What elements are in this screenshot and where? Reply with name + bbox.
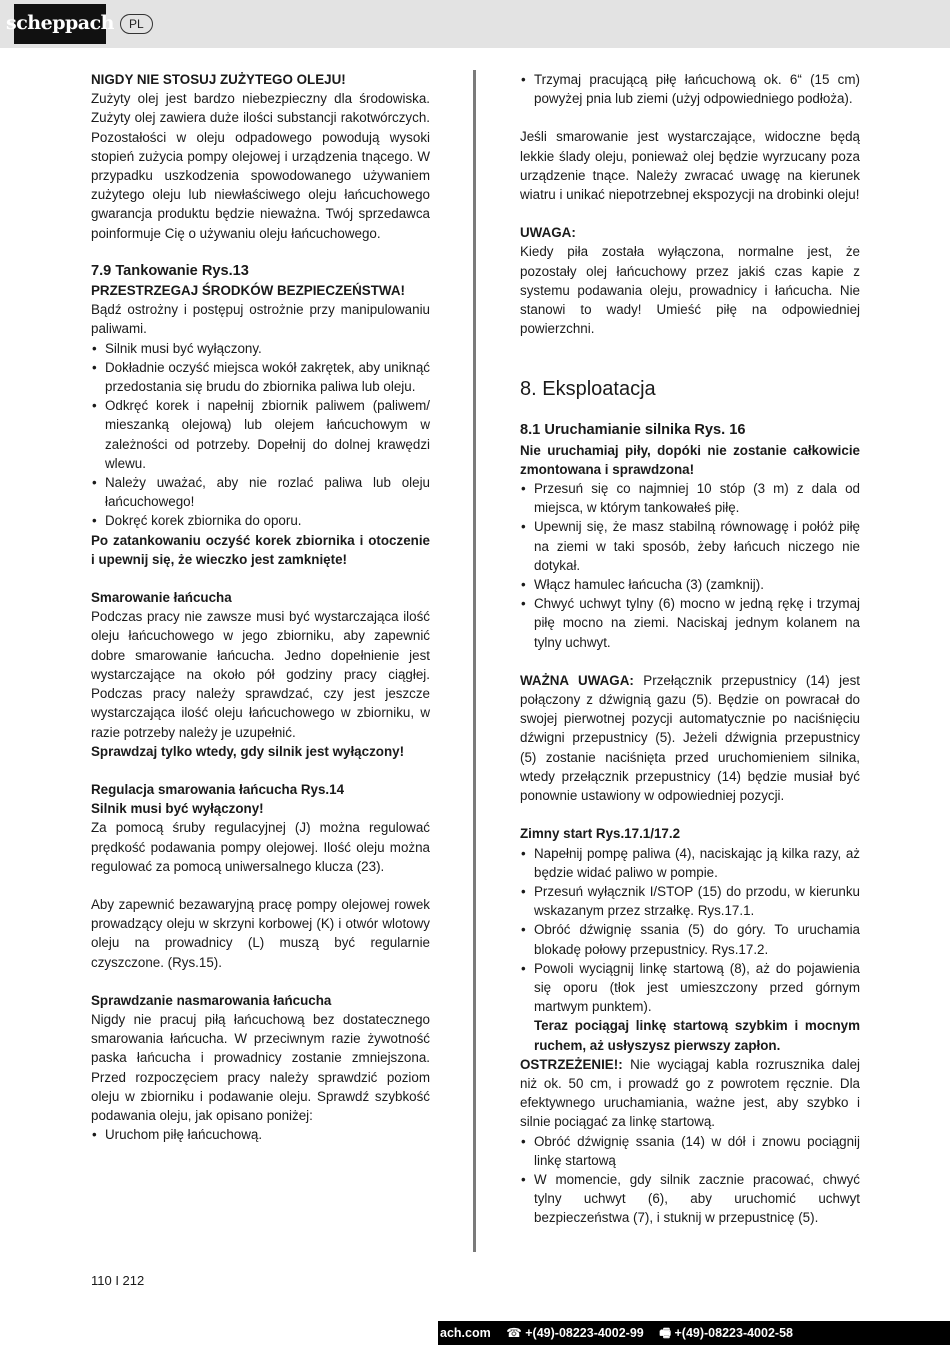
refuel-list: [91, 339, 430, 531]
list-item: • Przesuń wyłącznik I/STOP (15) do przodu, w kierunku wskazanym przez strzałkę. Rys.17.1.: [520, 882, 860, 920]
footer-fax: 🖷 +(49)-08223-4002-58: [659, 1326, 793, 1340]
list-item: • Włącz hamulec łańcucha (3) (zamknij).: [520, 575, 860, 594]
list-item: • Dokładnie oczyść miejsca wokół zakrętek, aby uniknąć przedostania się brudu do zbiornika paliwa lub oleju.: [91, 358, 430, 396]
lube-text: Podczas pracy nie zawsze musi być wystarczająca ilość oleju łańcuchowego w jego zbiorniku, aby zapewnić dobre smarowanie łańcucha. Jedno dopełnienie jest wystarczające na około pół godziny pracy ciągłej. Podczas pracy należy sprawdzać, czy jest jeszcze wystarczająca ilość oleju łańcuchowego w zbiorniku, w razie potrzeby należy je uzupełnić.: [91, 609, 430, 740]
section-heading: 8. Eksploatacja: [520, 378, 656, 401]
warning-label: OSTRZEŻENIE!:: [520, 1056, 623, 1072]
refuel-note: Po zatankowaniu oczyść korek zbiornika i otoczenie i upewnij się, że wieczko jest zamknięte!: [91, 532, 430, 567]
list-item: • Silnik musi być wyłączony.: [91, 339, 430, 358]
pull-note: Teraz pociągaj linkę startową szybkim i mocnym ruchem, aż usłyszysz pierwszy zapłon.: [534, 1018, 860, 1053]
warning-note: [520, 1055, 860, 1132]
page-footer: [0, 1321, 950, 1345]
caution-label: UWAGA:: [520, 225, 576, 241]
page-number: 110 I 212: [91, 1273, 145, 1288]
refuel-heading: 7.9 Tankowanie Rys.13: [91, 262, 249, 279]
list-item: • Trzymaj pracującą piłę łańcuchową ok. 6“ (15 cm) powyżej pnia lub ziemi (użyj odpowiedniego podłoża).: [520, 70, 860, 108]
check-text-2: Jeśli smarowanie jest wystarczające, widoczne będą lekkie ślady oleju, ponieważ olej będzie wyrzucany poza urządzenie tnące. Należy zwracać uwagę na kierunek wiatru i unikać niepotrzebnej ekspozycji na drobinki oleju!: [520, 129, 860, 203]
safety-text: Bądź ostrożny i postępuj ostrożnie przy manipulowaniu paliwami.: [91, 302, 430, 337]
final-list: [520, 1132, 860, 1228]
start-heading: 8.1 Uruchamianie silnika Rys. 16: [520, 422, 746, 439]
list-item: • Przesuń się co najmniej 10 stóp (3 m) z dala od miejsca, w którym tankowałeś piłę.: [520, 479, 860, 517]
check-heading: Sprawdzanie nasmarowania łańcucha: [91, 992, 332, 1008]
footer-phone: ☎ +(49)-08223-4002-99: [506, 1326, 644, 1340]
caution-text: Kiedy piła została wyłączona, normalne jest, że pozostały olej łańcuchowy przez jakiś czas kapie z systemu podawania oleju, prowadnicy i łańcucha. Nie stanowi to wady! Umieść piłę na odpowiedniej powierzchni.: [520, 244, 860, 337]
adjust-text: Za pomocą śruby regulacyjnej (J) można regulować prędkość podawania pompy olejowej. Ilość oleju można regulować za pomocą uniwersalnego klucza (23).: [91, 820, 430, 874]
adjust-heading: Regulacja smarowania łańcucha Rys.14: [91, 781, 345, 797]
lube-heading: Smarowanie łańcucha: [91, 590, 232, 606]
list-item: • W momencie, gdy silnik zacznie pracować, chwyć tylny uchwyt (6), aby uruchomić uchwyt bezpieczeństwa (7), i stuknij w przepustnicę (5).: [520, 1170, 860, 1228]
page-header: [0, 0, 950, 48]
important-text: Przełącznik przepustnicy (14) jest połączony z dźwignią gazu (5). Będzie on powracał do swojej pierwotnej pozycji automatycznie po naciśnięciu dźwigni przepustnicy (5). Jeżeli dźwignia przepustnicy (5) zostanie naciśnięta przed uruchomieniem silnika, wtedy przełącznik przepustnicy (14) będzie musiał być ponownie ustawiony w odpowiedniej pozycji.: [520, 672, 860, 804]
check-list-continued: [520, 70, 860, 108]
list-item: • Upewnij się, że masz stabilną równowagę i połóż piłę na ziemi w taki sposób, żeby łańcuch niczego nie dotykał.: [520, 517, 860, 575]
list-item: • Obróć dźwignię ssania (14) w dół i znowu pociągnij linkę startową: [520, 1132, 860, 1170]
adjust-subheading: Silnik musi być wyłączony!: [91, 801, 264, 817]
adjust-text-2: Aby zapewnić bezawaryjną pracę pompy olejowej rowek prowadzący oleju w skrzyni korbowej (K) i otwór wlotowy oleju na prowadnicy (L) muszą być regularnie czyszczone. (Rys.15).: [91, 896, 430, 970]
list-item: • Chwyć uchwyt tylny (6) mocno w jedną rękę i trzymaj piłę mocno na ziemi. Naciskaj jednym kolanem na tylny uchwyt.: [520, 594, 860, 652]
list-item: • Dokręć korek zbiornika do oporu.: [91, 511, 430, 530]
lube-note: Sprawdzaj tylko wtedy, gdy silnik jest wyłączony!: [91, 743, 405, 759]
list-item: • Odkręć korek i napełnij zbiornik paliwem (paliwem/ mieszanką olejową) lub olejem łańcuchowym w zależności od potrzeby. Dopełnij do dolnej krawędzi wlewu.: [91, 396, 430, 473]
column-divider: [473, 70, 476, 1252]
list-item: • Powoli wyciągnij linkę startową (8), aż do pojawienia się oporu (tłok jest umieszczony przed górnym martwym punktem).: [520, 959, 860, 1017]
warning-text: Nie wyciągaj kabla rozrusznika dalej niż ok. 50 cm, i prowadź go z powrotem ręcznie. Dla efektywnego uruchamiania, ważne jest, aby szybko i silnie pociągać za linkę startową.: [520, 1056, 860, 1130]
right-column: [520, 70, 860, 1228]
start-list: [520, 479, 860, 652]
important-label: WAŻNA UWAGA:: [520, 672, 634, 688]
safety-heading: PRZESTRZEGAJ ŚRODKÓW BEZPIECZEŃSTWA!: [91, 283, 405, 299]
oil-warning-text: Zużyty olej jest bardzo niebezpieczny dla środowiska. Zużyty olej zawiera duże ilości substancji rakotwórczych. Pozostałości w oleju odpadowego powodują wysoki stopień zużycia pompy olejowej i urządzenia tnącego. W przypadku uszkodzenia spowodowanego używaniem zużytego oleju lub niewłaściwego oleju łańcuchowego gwarancja produktu będzie nieważna. Twój sprzedawca poinformuje Cię o używaniu oleju łańcuchowego.: [91, 91, 430, 241]
start-warning: Nie uruchamiaj piły, dopóki nie zostanie całkowicie zmontowana i sprawdzona!: [520, 442, 860, 477]
language-badge: PL: [120, 14, 153, 34]
list-item: • Obróć dźwignię ssania (5) do góry. To uruchamia blokadę połowy przepustnicy. Rys.17.2.: [520, 920, 860, 958]
list-item: • Uruchom piłę łańcuchową.: [91, 1125, 430, 1144]
cold-start-heading: Zimny start Rys.17.1/17.2: [520, 826, 681, 842]
footer-blank: [0, 1321, 438, 1345]
important-note: [520, 671, 860, 805]
brand-logo: scheppach: [14, 4, 106, 44]
list-item: • Napełnij pompę paliwa (4), naciskając ją kilka razy, aż będzie widać paliwo w pompie.: [520, 844, 860, 882]
list-item: • Należy uważać, aby nie rozlać paliwa lub oleju łańcuchowego!: [91, 473, 430, 511]
left-column: [91, 70, 430, 1144]
footer-website: ach.com: [440, 1326, 491, 1340]
check-list: [91, 1125, 430, 1144]
footer-contact: [440, 1324, 805, 1343]
check-text: Nigdy nie pracuj piłą łańcuchową bez dostatecznego smarowania łańcucha. W przeciwnym razie żywotność paska łańcucha i prowadnicy zostanie zmniejszona. Przed rozpoczęciem pracy należy sprawdzić poziom oleju w zbiorniku i podawanie oleju. Sprawdź szybkość podawania oleju, jak opisano poniżej:: [91, 1011, 430, 1123]
cold-start-list: [520, 844, 860, 1017]
oil-warning-title: NIGDY NIE STOSUJ ZUŻYTEGO OLEJU!: [91, 72, 346, 87]
